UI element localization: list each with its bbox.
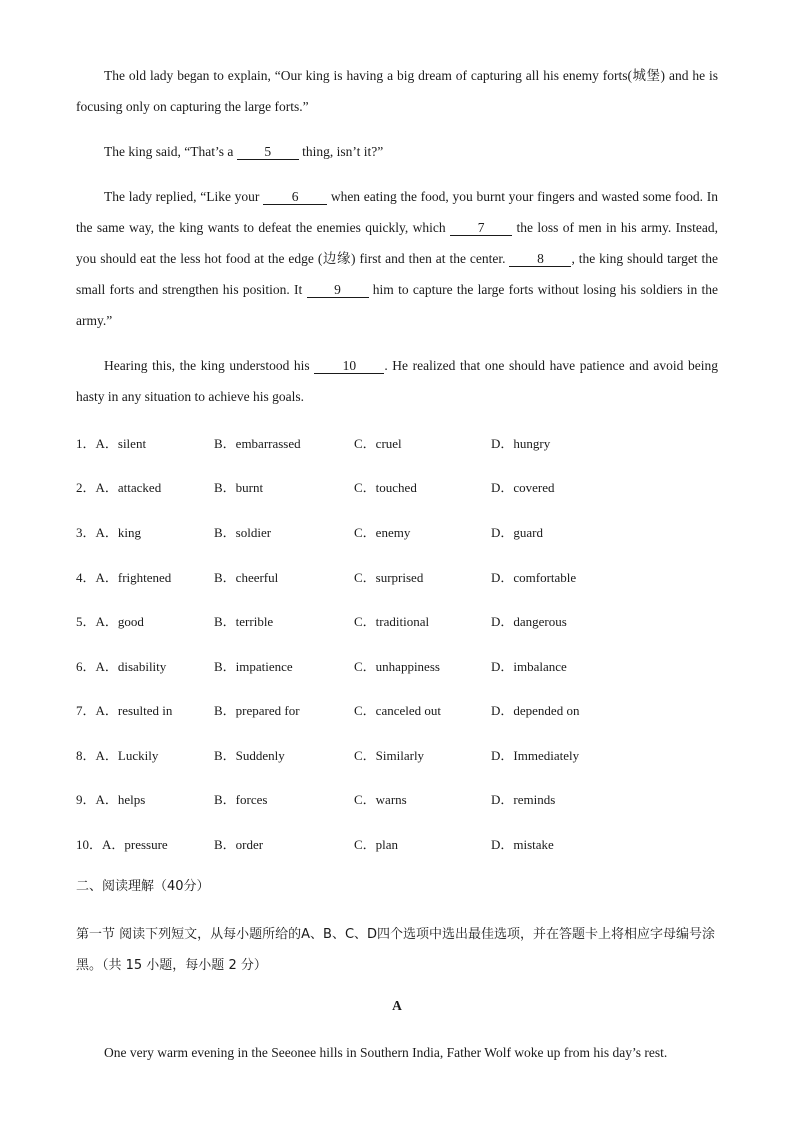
option-row-10 <box>76 834 736 854</box>
option-d: D．imbalance <box>491 659 567 674</box>
option-a: 3．A．king <box>76 525 142 540</box>
option-a: 4．A．frightened <box>76 570 172 585</box>
option-b: B．impatience <box>214 659 293 674</box>
blank-8: 8 <box>509 252 571 267</box>
blank-9: 9 <box>307 283 369 298</box>
option-d: D．comfortable <box>491 570 577 585</box>
option-row-7 <box>76 700 736 720</box>
paragraph-text: Hearing this, the king understood his <box>104 358 315 373</box>
blank-6: 6 <box>263 190 327 205</box>
paragraph-text: The king said, “That’s a <box>104 144 237 159</box>
option-c: C．Similarly <box>354 748 425 763</box>
option-d: D．Immediately <box>491 748 580 763</box>
option-b: B．prepared for <box>214 703 300 718</box>
passage-paragraph-1 <box>76 60 718 122</box>
option-a: 5．A．good <box>76 614 144 629</box>
option-b: B．Suddenly <box>214 748 285 763</box>
option-d: D．hungry <box>491 436 551 451</box>
option-row-8 <box>76 745 736 765</box>
section-instruction: 第一节 阅读下列短文，从每小题所给的A、B、C、D四个选项中选出最佳选项，并在答题卡上将相应字母编号涂黑。（共 15 小题，每小题 2 分） <box>76 927 716 973</box>
passage-a-first-line: One very warm evening in the Seeonee hills in Southern India, Father Wolf woke up from his day’s rest. <box>104 1045 668 1060</box>
section-heading: 二、阅读理解（40分） <box>76 879 210 894</box>
option-d: D．depended on <box>491 703 580 718</box>
passage-paragraph-4 <box>76 350 718 412</box>
option-d: D．guard <box>491 525 543 540</box>
option-row-6 <box>76 656 736 676</box>
option-b: B．soldier <box>214 525 272 540</box>
option-d: D．covered <box>491 480 555 495</box>
option-b: B．terrible <box>214 614 274 629</box>
passage-letter: A <box>392 998 402 1013</box>
option-row-1 <box>76 433 736 453</box>
option-c: C．enemy <box>354 525 411 540</box>
option-b: B．cheerful <box>214 570 279 585</box>
option-a: 6．A．disability <box>76 659 167 674</box>
option-a: 10．A．pressure <box>76 837 168 852</box>
option-d: D．reminds <box>491 792 556 807</box>
option-row-5 <box>76 611 736 631</box>
option-c: C．cruel <box>354 436 402 451</box>
paragraph-text: The lady replied, “Like your <box>104 189 264 204</box>
blank-5: 5 <box>237 145 299 160</box>
option-b: B．forces <box>214 792 268 807</box>
option-a: 7．A．resulted in <box>76 703 173 718</box>
paragraph-text: thing, isn’t it?” <box>298 144 384 159</box>
blank-7: 7 <box>450 221 512 236</box>
option-c: C．traditional <box>354 614 430 629</box>
option-c: C．warns <box>354 792 407 807</box>
option-c: C．unhappiness <box>354 659 440 674</box>
paragraph-text: the loss of men in his army. Instead, you should eat the less hot food at the edge (边缘) first and then at the center. <box>76 220 719 266</box>
passage-paragraph-2 <box>76 136 718 167</box>
passage-paragraph-3 <box>76 181 718 336</box>
option-a: 2．A．attacked <box>76 480 162 495</box>
paragraph-text: when eating the food, you burnt your fingers and wasted some food. In the same way, the king wants to defeat the enemies quickly, which <box>76 189 718 235</box>
option-row-3 <box>76 522 736 542</box>
option-c: C．plan <box>354 837 399 852</box>
paragraph-text: him to capture the large forts without losing his soldiers in the army.” <box>76 282 718 328</box>
option-a: 8．A．Luckily <box>76 748 159 763</box>
paragraph-text: , the king should target the small forts and strengthen his position. It <box>76 251 718 297</box>
option-c: C．touched <box>354 480 417 495</box>
option-b: B．burnt <box>214 480 264 495</box>
paragraph-text: . He realized that one should have patience and avoid being hasty in any situation to achieve his goals. <box>76 358 718 404</box>
option-b: B．order <box>214 837 264 852</box>
option-row-9 <box>76 789 736 809</box>
option-d: D．mistake <box>491 837 554 852</box>
paragraph-text: The old lady began to explain, “Our king is having a big dream of capturing all his enemy forts(城堡) and he is focusing only on capturing the large forts.” <box>76 68 718 114</box>
option-a: 9．A．helps <box>76 792 146 807</box>
option-a: 1．A．silent <box>76 436 147 451</box>
option-row-2 <box>76 477 736 497</box>
option-row-4 <box>76 567 736 587</box>
option-d: D．dangerous <box>491 614 567 629</box>
option-b: B．embarrassed <box>214 436 301 451</box>
blank-10: 10 <box>314 359 384 374</box>
option-c: C．canceled out <box>354 703 441 718</box>
option-c: C．surprised <box>354 570 424 585</box>
